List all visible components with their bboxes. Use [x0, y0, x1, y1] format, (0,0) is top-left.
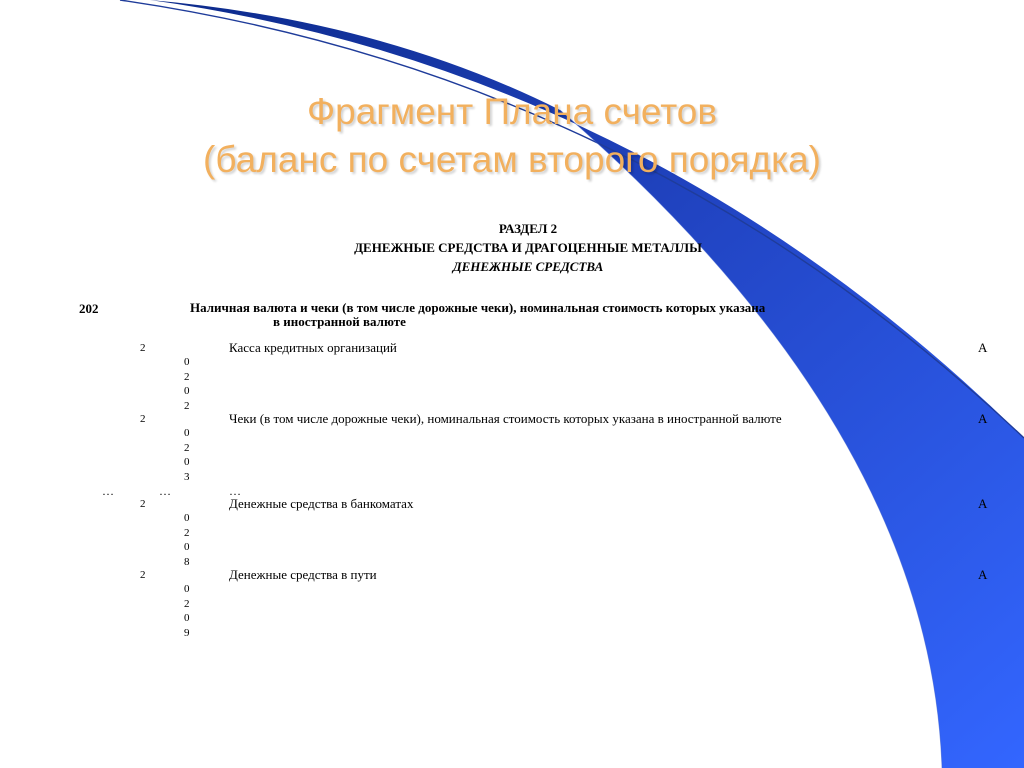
group-name-line-2: в иностранной валюте	[273, 314, 406, 329]
group-code: 202	[79, 301, 99, 316]
ellipsis-col-1: …	[102, 484, 114, 498]
code-digit: 3	[184, 470, 190, 483]
code-digit: 8	[184, 555, 190, 568]
account-first-digit: 2	[140, 569, 146, 581]
slide-title	[0, 88, 1024, 184]
code-digit: 0	[184, 356, 190, 368]
title-line-1: Фрагмент Плана счетов	[307, 91, 717, 132]
account-type: А	[978, 411, 988, 426]
account-first-digit: 2	[140, 413, 146, 425]
code-digit: 0	[184, 512, 190, 524]
code-digit: 2	[184, 370, 190, 383]
code-digit: 2	[184, 597, 190, 610]
account-code-digits	[184, 582, 194, 640]
code-digit: 0	[184, 427, 190, 439]
code-digit: 0	[184, 385, 190, 398]
account-first-digit: 2	[140, 498, 146, 510]
section-number: РАЗДЕЛ 2	[498, 221, 558, 236]
ellipsis-col-2: …	[159, 484, 171, 498]
code-digit: 2	[184, 399, 190, 412]
code-digit: 0	[184, 456, 190, 469]
ellipsis-col-3: …	[229, 484, 241, 498]
account-code-digits	[184, 426, 194, 484]
section-name: ДЕНЕЖНЫЕ СРЕДСТВА И ДРАГОЦЕННЫЕ МЕТАЛЛЫ	[354, 240, 702, 255]
account-code-digits	[184, 511, 194, 569]
account-name: Касса кредитных организаций	[229, 340, 397, 355]
account-type: А	[978, 340, 988, 355]
account-name: Денежные средства в пути	[229, 567, 377, 582]
section-subtitle: ДЕНЕЖНЫЕ СРЕДСТВА	[452, 259, 604, 274]
title-line-2: (баланс по счетам второго порядка)	[203, 139, 821, 180]
account-type: А	[978, 567, 988, 582]
code-digit: 9	[184, 626, 190, 639]
code-digit: 0	[184, 583, 190, 595]
account-name: Чеки (в том числе дорожные чеки), номинальная стоимость которых указана в иностранной валюте	[229, 411, 782, 426]
code-digit: 0	[184, 612, 190, 625]
code-digit: 2	[184, 526, 190, 539]
account-first-digit: 2	[140, 342, 146, 354]
group-name-line-1: Наличная валюта и чеки (в том числе дорожные чеки), номинальная стоимость которых указана	[190, 300, 766, 315]
account-type: А	[978, 496, 988, 511]
account-name: Денежные средства в банкоматах	[229, 496, 414, 511]
group-name	[190, 301, 900, 329]
code-digit: 2	[184, 441, 190, 454]
code-digit: 0	[184, 541, 190, 554]
account-code-digits	[184, 355, 194, 413]
